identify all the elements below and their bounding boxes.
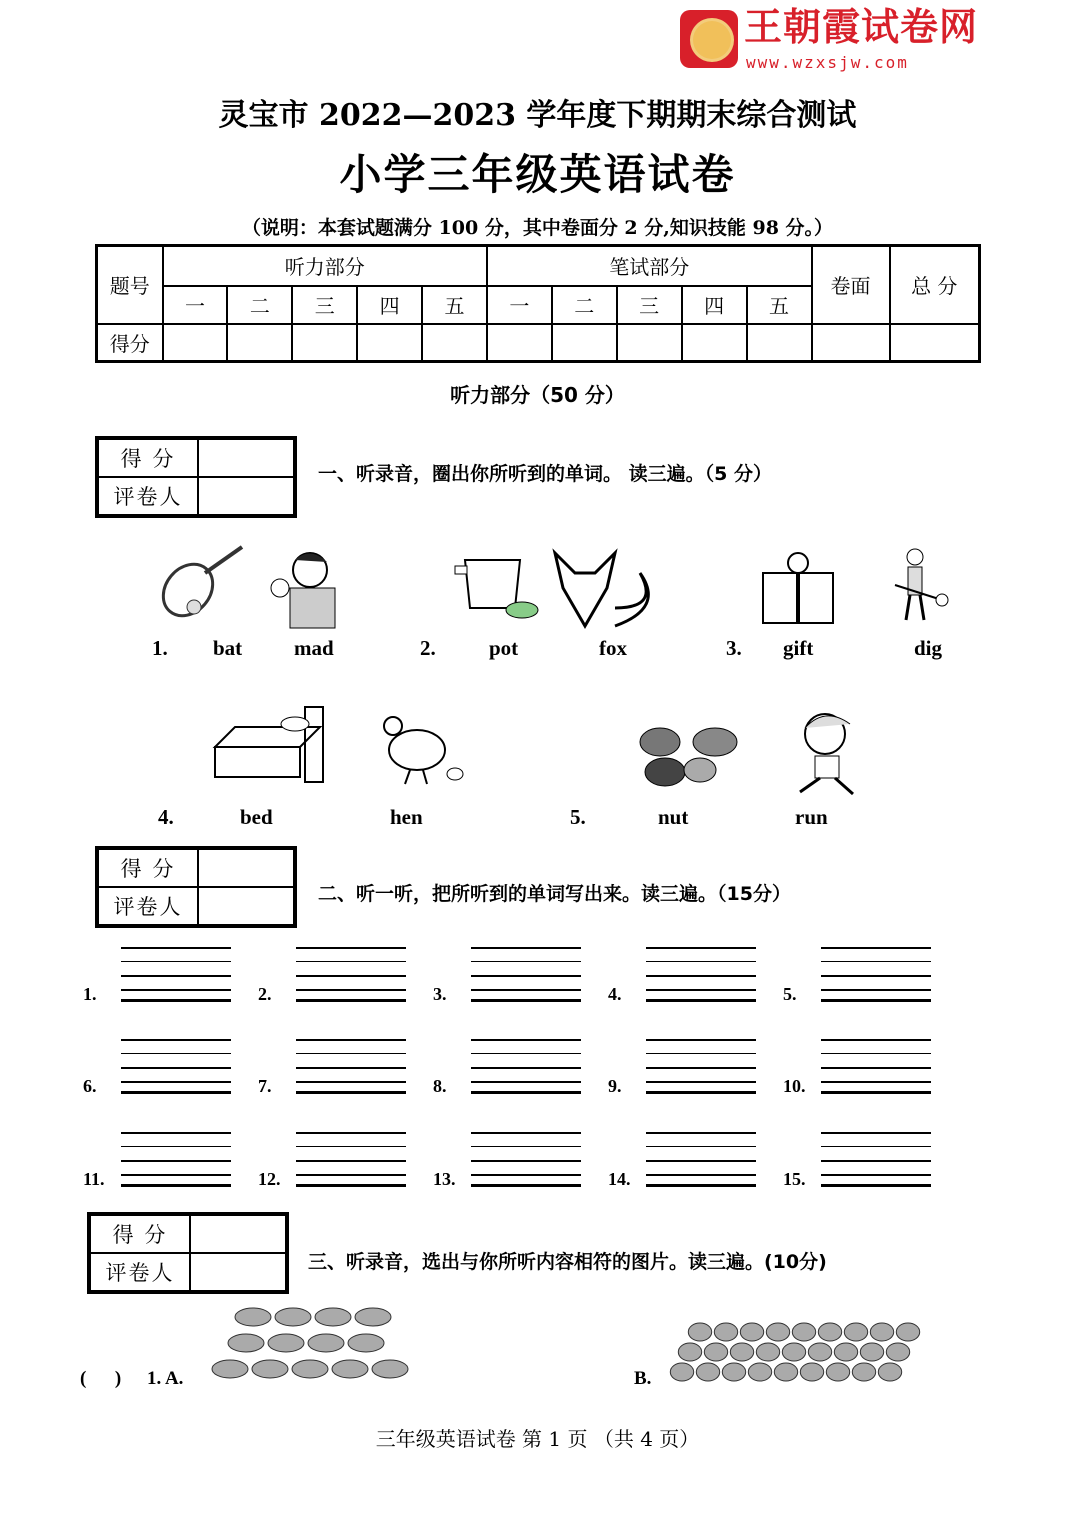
writing-lines[interactable] xyxy=(471,947,581,1003)
score-cell[interactable] xyxy=(292,324,357,362)
cake-mark xyxy=(808,1343,831,1361)
q3-item-label: 1. A. xyxy=(147,1368,184,1389)
cake-mark xyxy=(212,1360,248,1378)
score-cell[interactable] xyxy=(487,324,552,362)
writing-lines[interactable] xyxy=(121,1132,231,1188)
score-cell[interactable] xyxy=(890,324,980,362)
score-label: 得 分 xyxy=(98,849,198,887)
writing-lines[interactable] xyxy=(646,1132,756,1188)
column-header: 二 xyxy=(552,286,617,324)
blank-number: 9. xyxy=(608,1076,622,1096)
neatness-header: 卷面 xyxy=(812,246,890,324)
cake-mark xyxy=(678,1343,701,1361)
score-box-2 xyxy=(95,846,297,928)
gift-icon xyxy=(755,548,840,628)
word-option-a[interactable]: nut xyxy=(658,805,689,829)
pot-icon xyxy=(450,548,540,628)
row-label: 题号 xyxy=(97,246,163,324)
blank-number: 11. xyxy=(83,1169,105,1189)
word-option-b[interactable]: run xyxy=(795,805,828,829)
writing-lines[interactable] xyxy=(821,1039,931,1095)
cake-mark xyxy=(696,1363,719,1381)
blank-number: 6. xyxy=(83,1076,97,1096)
listening-section-title: 听力部分（50 分） xyxy=(450,383,625,407)
blank-number: 3. xyxy=(433,984,447,1004)
cake-mark xyxy=(878,1363,901,1381)
cake-mark xyxy=(688,1323,711,1341)
cake-mark xyxy=(348,1334,384,1352)
exam-subtitle: 小学三年级英语试卷 xyxy=(339,150,736,199)
writing-lines[interactable] xyxy=(121,1039,231,1095)
exam-note: （说明：本套试题满分 100 分，其中卷面分 2 分,知识技能 98 分。） xyxy=(241,217,834,239)
column-header: 四 xyxy=(682,286,747,324)
cake-mark xyxy=(275,1308,311,1326)
score-cell[interactable] xyxy=(198,849,294,887)
score-cell[interactable] xyxy=(812,324,890,362)
cake-mark xyxy=(714,1323,737,1341)
grader-label: 评卷人 xyxy=(90,1253,190,1291)
cake-mark xyxy=(228,1334,264,1352)
logo-url: www.wzxsjw.com xyxy=(746,53,909,72)
score-box-1 xyxy=(95,436,297,518)
score-cell[interactable] xyxy=(190,1215,286,1253)
cake-mark xyxy=(844,1323,867,1341)
writing-lines[interactable] xyxy=(296,1132,406,1188)
grader-label: 评卷人 xyxy=(98,477,198,515)
cake-mark xyxy=(292,1360,328,1378)
page-footer: 三年级英语试卷 第 1 页 （共 4 页） xyxy=(375,1427,700,1451)
grader-cell[interactable] xyxy=(198,887,294,925)
cake-mark xyxy=(308,1334,344,1352)
blank-number: 10. xyxy=(783,1076,806,1096)
cake-mark xyxy=(852,1363,875,1381)
cake-mark xyxy=(834,1343,857,1361)
bed-icon xyxy=(205,702,330,790)
blank-number: 4. xyxy=(608,984,622,1004)
cake-mark xyxy=(886,1343,909,1361)
item-number: 5. xyxy=(570,805,586,829)
boy-digging-icon xyxy=(870,545,955,625)
cake-mark xyxy=(355,1308,391,1326)
option-a-cakes-image[interactable] xyxy=(208,1303,423,1388)
word-option-b[interactable]: hen xyxy=(390,805,423,829)
score-cell[interactable] xyxy=(422,324,487,362)
listening-header: 听力部分 xyxy=(163,246,487,286)
word-option-a[interactable]: pot xyxy=(489,636,519,660)
score-cell[interactable] xyxy=(682,324,747,362)
score-cell[interactable] xyxy=(227,324,292,362)
score-cell[interactable] xyxy=(747,324,812,362)
word-option-a[interactable]: bed xyxy=(240,805,273,829)
item-number: 4. xyxy=(158,805,174,829)
column-header: 一 xyxy=(487,286,552,324)
grader-cell[interactable] xyxy=(198,477,294,515)
writing-lines[interactable] xyxy=(296,1039,406,1095)
cake-mark xyxy=(740,1323,763,1341)
score-cell[interactable] xyxy=(552,324,617,362)
column-header: 二 xyxy=(227,286,292,324)
word-option-b[interactable]: dig xyxy=(914,636,943,660)
blank-number: 5. xyxy=(783,984,797,1004)
cake-mark xyxy=(315,1308,351,1326)
score-cell[interactable] xyxy=(163,324,228,362)
fox-icon xyxy=(545,548,663,630)
cake-mark xyxy=(722,1363,745,1381)
answer-bracket[interactable]: ( ) xyxy=(80,1368,122,1389)
cake-mark xyxy=(235,1308,271,1326)
cake-mark xyxy=(818,1323,841,1341)
score-box-3 xyxy=(87,1212,289,1294)
writing-lines[interactable] xyxy=(121,947,231,1003)
option-b-cakes-image[interactable] xyxy=(660,1318,930,1386)
exam-title: 灵宝市 2022—2023 学年度下期期末综合测试 xyxy=(218,98,857,133)
writing-header: 笔试部分 xyxy=(487,246,812,286)
writing-lines[interactable] xyxy=(471,1132,581,1188)
score-cell[interactable] xyxy=(617,324,682,362)
blank-number: 7. xyxy=(258,1076,272,1096)
cake-mark xyxy=(826,1363,849,1381)
q2-heading: 二、听一听，把所听到的单词写出来。读三遍。（15分） xyxy=(318,883,791,905)
column-header: 一 xyxy=(163,286,228,324)
nuts-icon xyxy=(630,722,745,790)
column-header: 五 xyxy=(747,286,812,324)
score-label: 得 分 xyxy=(90,1215,190,1253)
word-option-a[interactable]: gift xyxy=(783,636,814,660)
cake-mark xyxy=(774,1363,797,1381)
writing-lines[interactable] xyxy=(646,947,756,1003)
cake-mark xyxy=(670,1363,693,1381)
writing-lines[interactable] xyxy=(821,947,931,1003)
cake-mark xyxy=(372,1360,408,1378)
logo-name: 王朝霞试卷网 xyxy=(744,5,979,49)
tennis-racket-icon xyxy=(160,545,250,630)
q3-heading: 三、听录音，选出与你所听内容相符的图片。读三遍。(10分) xyxy=(308,1251,827,1273)
cake-mark xyxy=(268,1334,304,1352)
cake-mark xyxy=(704,1343,727,1361)
site-logo xyxy=(680,6,1010,74)
column-header: 四 xyxy=(357,286,422,324)
boy-running-icon xyxy=(775,706,875,798)
blank-number: 14. xyxy=(608,1169,631,1189)
blank-number: 13. xyxy=(433,1169,456,1189)
word-option-a[interactable]: bat xyxy=(213,636,243,660)
cake-mark xyxy=(766,1323,789,1341)
cake-mark xyxy=(748,1363,771,1381)
column-header: 三 xyxy=(617,286,682,324)
cake-mark xyxy=(860,1343,883,1361)
cake-mark xyxy=(756,1343,779,1361)
writing-lines[interactable] xyxy=(821,1132,931,1188)
item-number: 2. xyxy=(420,636,436,660)
column-header: 三 xyxy=(292,286,357,324)
q1-heading: 一、听录音，圈出你所听到的单词。 读三遍。（5 分） xyxy=(318,463,772,485)
word-option-b[interactable]: fox xyxy=(599,636,627,660)
cake-mark xyxy=(252,1360,288,1378)
cake-mark xyxy=(800,1363,823,1381)
blank-number: 8. xyxy=(433,1076,447,1096)
score-cell[interactable] xyxy=(198,439,294,477)
writing-lines[interactable] xyxy=(471,1039,581,1095)
item-number: 1. xyxy=(152,636,168,660)
total-header: 总 分 xyxy=(890,246,980,324)
cake-mark xyxy=(332,1360,368,1378)
item-number: 3. xyxy=(726,636,742,660)
blank-number: 2. xyxy=(258,984,272,1004)
logo-badge-icon xyxy=(680,10,738,68)
score-table xyxy=(95,244,981,363)
hen-icon xyxy=(375,708,467,786)
word-option-b[interactable]: mad xyxy=(294,636,334,660)
cake-mark xyxy=(792,1323,815,1341)
cake-mark xyxy=(782,1343,805,1361)
writing-lines[interactable] xyxy=(296,947,406,1003)
blank-number: 1. xyxy=(83,984,97,1004)
cake-mark xyxy=(730,1343,753,1361)
column-header: 五 xyxy=(422,286,487,324)
score-label: 得分 xyxy=(97,324,163,362)
angry-boy-icon xyxy=(255,548,345,632)
blank-number: 15. xyxy=(783,1169,806,1189)
grader-cell[interactable] xyxy=(190,1253,286,1291)
option-b-label: B. xyxy=(634,1368,652,1389)
score-cell[interactable] xyxy=(357,324,422,362)
cake-mark xyxy=(870,1323,893,1341)
blank-number: 12. xyxy=(258,1169,281,1189)
cake-mark xyxy=(896,1323,919,1341)
writing-lines[interactable] xyxy=(646,1039,756,1095)
grader-label: 评卷人 xyxy=(98,887,198,925)
score-label: 得 分 xyxy=(98,439,198,477)
